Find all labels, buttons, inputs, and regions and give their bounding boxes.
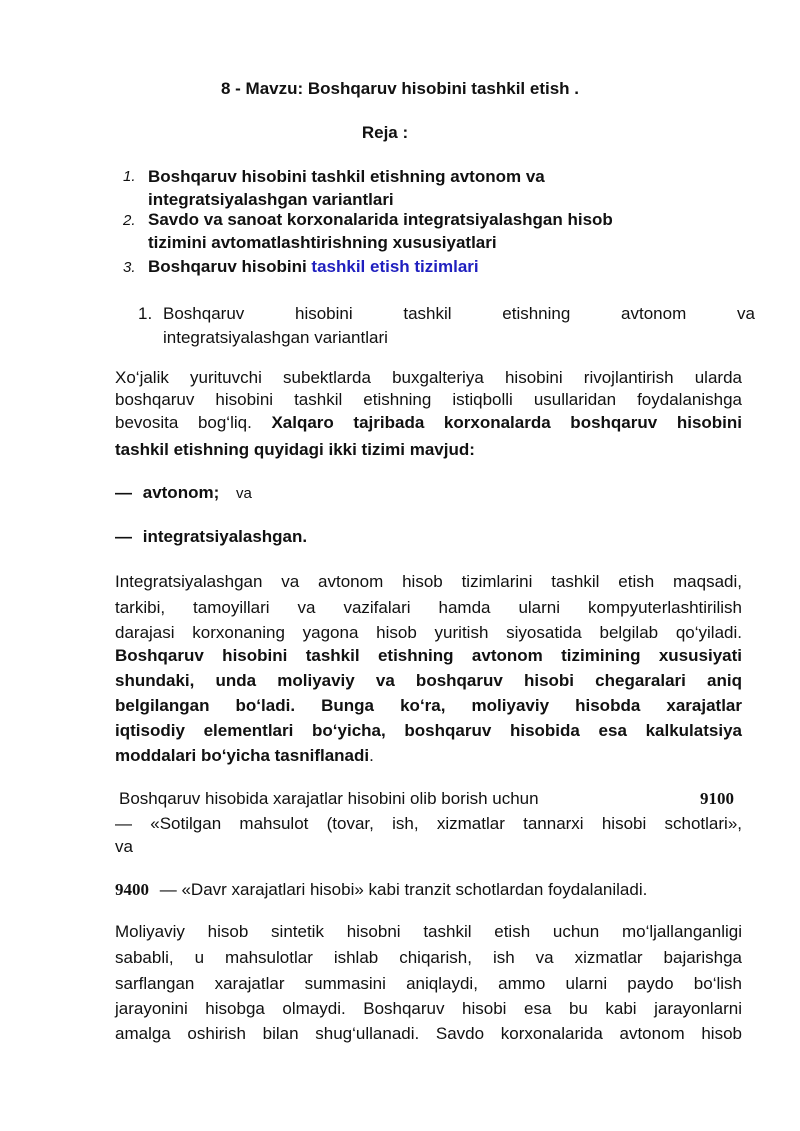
plan-item-3-text: Boshqaruv hisobini [148, 257, 312, 276]
para2-line3: darajasi korxonaning yagona hisob yuritish siyosatida belgilab qo‘yiladi. [115, 623, 742, 642]
para4-text: — «Davr xarajatlari hisobi» kabi tranzit schotlardan foydalaniladi. [159, 880, 648, 899]
para2-line8 [115, 746, 742, 766]
para2-line5: shundaki, unda moliyaviy va boshqaruv hisobi chegaralari aniq [115, 671, 742, 690]
plan-item-3-link-text: tashkil etish tizimlari [311, 257, 479, 276]
plan-item-1-line2: integratsiyalashgan variantlari [148, 190, 394, 209]
bullet-1-rest: va [235, 485, 252, 502]
bullet-2 [115, 527, 307, 547]
para1-line3-start: bevosita bog‘liq. [115, 413, 272, 432]
para5-line2: sababli, u mahsulotlar ishlab chiqarish, ish va xizmatlar bajarishga [115, 948, 742, 967]
bullet-1-dash: — [115, 483, 132, 502]
para5-line1: Moliyaviy hisob sintetik hisobni tashkil etish uchun mo‘ljallanganligi [115, 922, 742, 941]
section-1-number: 1. [138, 304, 153, 323]
bullet-2-dash: — [115, 527, 132, 546]
section-1-heading-line2: integratsiyalashgan variantlari [163, 328, 388, 347]
para1-line2: boshqaruv hisobini tashkil etishning istiqbolli usullaridan foydalanishga [115, 390, 742, 409]
section-1-heading-line1: Boshqaruv hisobini tashkil etishning avtonom va [163, 304, 755, 323]
para1-line4: tashkil etishning quyidagi ikki tizimi mavjud: [115, 440, 475, 459]
para3-account-number: 9100 [700, 789, 734, 808]
para5-line3: sarflangan xarajatlar summasini aniqlaydi, ammo ularni paydo bo‘lish [115, 974, 742, 993]
para2-line8-end: . [369, 746, 374, 765]
plan-item-3-number: 3. [123, 259, 136, 276]
para2-line2: tarkibi, tamoyillari va vazifalari hamda ularni kompyuterlashtirilish [115, 598, 742, 617]
para3-line3: va [115, 837, 133, 856]
para1-line1: Xo‘jalik yurituvchi subektlarda buxgalteriya hisobini rivojlantirish ularda [115, 368, 742, 387]
para4-line [115, 880, 647, 900]
para2-line8-bold: moddalari bo‘yicha tasniflanadi [115, 746, 370, 765]
para3-line2: — «Sotilgan mahsulot (tovar, ish, xizmatlar tannarxi hisobi schotlari», [115, 814, 742, 833]
plan-item-2-number: 2. [123, 212, 136, 229]
plan-item-3-line [148, 257, 479, 277]
plan-item-2-line2: tizimini avtomatlashtirishning xususiyatlari [148, 233, 497, 252]
para1-line3-bold: Xalqaro tajribada korxonalarda boshqaruv hisobini [271, 413, 742, 432]
para3-line1: Boshqaruv hisobida xarajatlar hisobini olib borish uchun [119, 789, 539, 808]
bullet-1-bold: avtonom; [142, 483, 220, 502]
plan-heading: Reja : [361, 123, 409, 142]
plan-item-2-line1: Savdo va sanoat korxonalarida integratsiyalashgan hisob [148, 210, 613, 229]
plan-item-1-line1: Boshqaruv hisobini tashkil etishning avtonom va [148, 167, 545, 186]
para5-line5: amalga oshirish bilan shug‘ullanadi. Savdo korxonalarida avtonom hisob [115, 1024, 742, 1043]
para2-line6: belgilangan bo‘ladi. Bunga ko‘ra, moliyaviy hisobda xarajatlar [115, 696, 742, 715]
para2-line1: Integratsiyalashgan va avtonom hisob tizimlarini tashkil etish maqsadi, [115, 572, 742, 591]
para5-line4: jarayonini hisobga olmaydi. Boshqaruv hisobi esa bu kabi jarayonlarni [115, 999, 742, 1018]
bullet-1 [115, 483, 252, 503]
bullet-2-bold: integratsiyalashgan. [142, 527, 308, 546]
para2-line4: Boshqaruv hisobini tashkil etishning avtonom tizimining xususiyati [115, 646, 742, 665]
para2-line7: iqtisodiy elementlari bo‘yicha, boshqaruv hisobida esa kalkulatsiya [115, 721, 742, 740]
para4-account-number: 9400 [115, 880, 149, 899]
page-title: 8 - Mavzu: Boshqaruv hisobini tashkil etish . [220, 79, 579, 98]
para1-line3 [115, 413, 742, 433]
plan-item-1-number: 1. [123, 168, 136, 185]
